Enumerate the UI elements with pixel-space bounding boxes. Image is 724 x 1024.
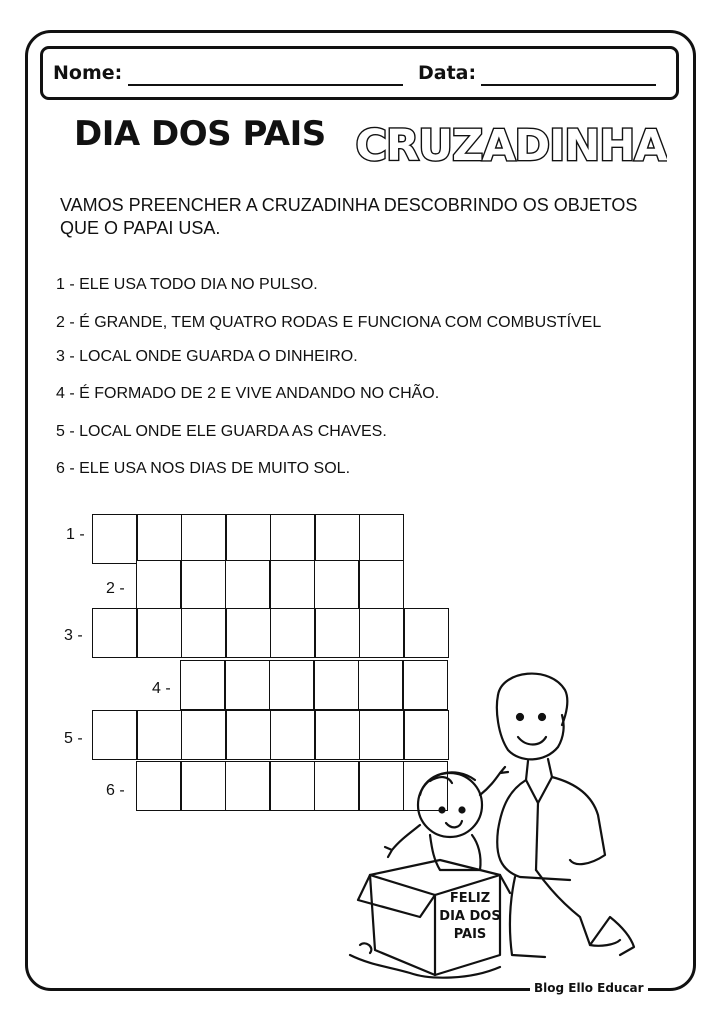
- row-label-2: 2 -: [106, 580, 125, 597]
- date-field[interactable]: [481, 84, 656, 86]
- crossword-cell-r4-c1[interactable]: [180, 660, 225, 710]
- crossword-cell-r4-c3[interactable]: [269, 660, 314, 710]
- box-text-line-3: PAIS: [453, 927, 487, 942]
- box-text-line-1: FELIZ: [449, 891, 491, 906]
- crossword-cell-r5-c5[interactable]: [270, 710, 315, 760]
- crossword-cell-r1-c6[interactable]: [315, 514, 360, 564]
- instructions: VAMOS PREENCHER A CRUZADINHA DESCOBRINDO OS OBJETOS QUE O PAPAI USA.: [60, 195, 638, 238]
- crossword-cell-r3-c2[interactable]: [137, 608, 182, 658]
- clue-2: 2 - É GRANDE, TEM QUATRO RODAS E FUNCIONA COM COMBUSTÍVEL: [56, 314, 602, 331]
- crossword-cell-r3-c6[interactable]: [315, 608, 360, 658]
- crossword-cell-r5-c2[interactable]: [137, 710, 182, 760]
- crossword-cell-r3-c3[interactable]: [181, 608, 226, 658]
- clue-4: 4 - É FORMADO DE 2 E VIVE ANDANDO NO CHÃO.: [56, 385, 440, 402]
- crossword-cell-r6-c3[interactable]: [225, 761, 270, 811]
- crossword-cell-r5-c1[interactable]: [92, 710, 137, 760]
- clue-6: 6 - ELE USA NOS DIAS DE MUITO SOL.: [56, 460, 351, 477]
- crossword-cell-r1-c2[interactable]: [137, 514, 182, 564]
- crossword-cell-r2-c2[interactable]: [181, 560, 226, 610]
- date-label: Data:: [418, 62, 477, 84]
- crossword-cell-r2-c5[interactable]: [314, 560, 359, 610]
- header-box: [40, 46, 679, 100]
- crossword-cell-r5-c3[interactable]: [181, 710, 226, 760]
- row-label-5: 5 -: [64, 730, 83, 747]
- footer-credit: Blog Ello Educar: [530, 981, 648, 995]
- crossword-cell-r6-c2[interactable]: [181, 761, 226, 811]
- row-label-6: 6 -: [106, 782, 125, 799]
- box-text-line-2: DIA DOS: [439, 909, 501, 924]
- crossword-cell-r1-c3[interactable]: [181, 514, 226, 564]
- crossword-cell-r3-c1[interactable]: [92, 608, 137, 658]
- row-label-1: 1 -: [66, 526, 85, 543]
- crossword-cell-r2-c4[interactable]: [270, 560, 315, 610]
- cruzadinha-title: [355, 118, 667, 184]
- row-label-4: 4 -: [152, 680, 171, 697]
- name-field[interactable]: [128, 84, 403, 86]
- child-figure: [385, 767, 508, 870]
- gift-box: [350, 860, 510, 978]
- crossword-cell-r1-c5[interactable]: [270, 514, 315, 564]
- father-figure: [497, 674, 634, 957]
- crossword-cell-r4-c2[interactable]: [225, 660, 270, 710]
- name-label: Nome:: [53, 62, 123, 84]
- crossword-cell-r6-c1[interactable]: [136, 761, 181, 811]
- crossword-cell-r5-c4[interactable]: [226, 710, 271, 760]
- cruzadinha-title-text: CRUZADINHA: [355, 121, 667, 171]
- crossword-cell-r6-c4[interactable]: [270, 761, 315, 811]
- clue-3: 3 - LOCAL ONDE GUARDA O DINHEIRO.: [56, 348, 358, 365]
- crossword-cell-r3-c5[interactable]: [270, 608, 315, 658]
- father-child-illustration: [330, 655, 660, 985]
- page-title: DIA DOS PAIS: [74, 114, 326, 154]
- row-label-3: 3 -: [64, 627, 83, 644]
- crossword-cell-r2-c3[interactable]: [225, 560, 270, 610]
- crossword-cell-r3-c7[interactable]: [359, 608, 404, 658]
- crossword-cell-r1-c4[interactable]: [226, 514, 271, 564]
- crossword-cell-r2-c1[interactable]: [136, 560, 181, 610]
- crossword-cell-r2-c6[interactable]: [359, 560, 404, 610]
- crossword-cell-r1-c7[interactable]: [359, 514, 404, 564]
- crossword-cell-r1-c1[interactable]: [92, 514, 137, 564]
- clue-1: 1 - ELE USA TODO DIA NO PULSO.: [56, 276, 318, 293]
- crossword-cell-r3-c4[interactable]: [226, 608, 271, 658]
- clue-5: 5 - LOCAL ONDE ELE GUARDA AS CHAVES.: [56, 423, 387, 440]
- crossword-cell-r3-c8[interactable]: [404, 608, 449, 658]
